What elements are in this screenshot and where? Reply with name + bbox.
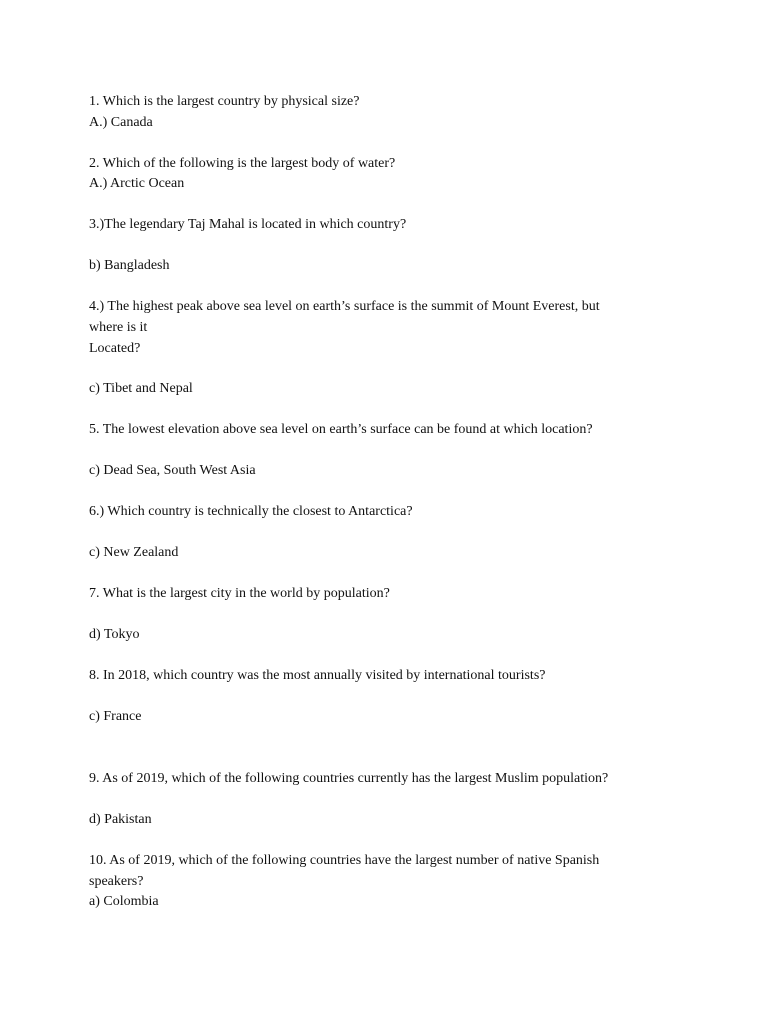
answer-2: A.) Arctic Ocean <box>89 176 185 191</box>
question-5: 5. The lowest elevation above sea level on earth’s surface can be found at which location? <box>89 422 593 437</box>
question-2: 2. Which of the following is the largest body of water? <box>89 156 396 171</box>
question-4-line-3: Located? <box>89 341 141 356</box>
question-4-line-1: 4.) The highest peak above sea level on earth’s surface is the summit of Mount Everest, but <box>89 299 600 314</box>
answer-6: c) New Zealand <box>89 545 179 560</box>
answer-7: d) Tokyo <box>89 627 140 642</box>
question-8: 8. In 2018, which country was the most annually visited by international tourists? <box>89 668 546 683</box>
answer-3: b) Bangladesh <box>89 258 170 273</box>
answer-1: A.) Canada <box>89 115 153 130</box>
answer-5: c) Dead Sea, South West Asia <box>89 463 256 478</box>
answer-10: a) Colombia <box>89 894 159 909</box>
question-10-line-1: 10. As of 2019, which of the following countries have the largest number of native Spanish <box>89 853 600 868</box>
question-9: 9. As of 2019, which of the following countries currently has the largest Muslim population? <box>89 771 609 786</box>
answer-4: c) Tibet and Nepal <box>89 381 193 396</box>
question-1: 1. Which is the largest country by physical size? <box>89 94 360 109</box>
answer-9: d) Pakistan <box>89 812 152 827</box>
question-4-line-2: where is it <box>89 320 148 335</box>
question-3: 3.)The legendary Taj Mahal is located in which country? <box>89 217 407 232</box>
question-10-line-2: speakers? <box>89 874 144 889</box>
question-7: 7. What is the largest city in the world by population? <box>89 586 390 601</box>
question-6: 6.) Which country is technically the closest to Antarctica? <box>89 504 413 519</box>
answer-8: c) France <box>89 709 142 724</box>
